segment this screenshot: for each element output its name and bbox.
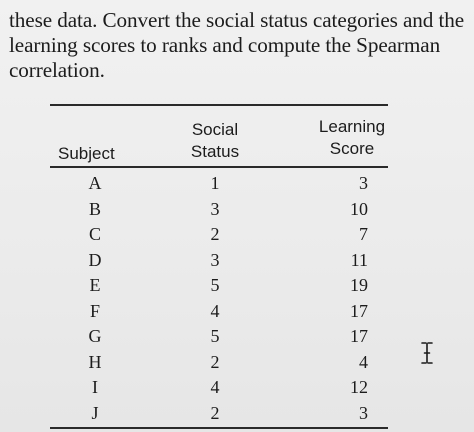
table-header-rule [50,166,388,168]
cell-subject: I [92,377,98,397]
table-row [50,170,388,196]
cell-social-status: 2 [210,224,220,244]
table-row [50,247,388,273]
cell-subject: E [89,275,101,295]
problem-text [9,8,469,83]
header-learning-line1: Learning [318,117,386,136]
cell-learning-score: 12 [350,377,368,397]
cell-social-status: 3 [210,198,220,219]
cell-learning-score: 3 [359,402,368,423]
cell-subject: H [88,351,102,372]
table-row [50,298,388,324]
cell-social-status: 2 [210,351,220,372]
problem-text-line: these data. Convert the social status categories and the [9,8,465,32]
cell-learning-score: 4 [359,351,368,372]
cell-learning-score: 17 [350,326,368,346]
header-learning-score [300,116,404,160]
table-row [50,349,388,375]
table-row [50,400,388,426]
cell-social-status: 3 [210,249,220,270]
cell-social-status: 1 [210,173,220,193]
table-row [50,221,388,247]
table-top-rule [50,104,388,106]
cell-subject: D [88,249,102,270]
cell-subject: A [88,173,102,193]
header-subject: Subject [58,144,115,163]
cell-learning-score: 17 [350,300,368,321]
cell-learning-score: 19 [350,275,368,295]
cell-subject: F [89,300,100,321]
cell-learning-score: 10 [350,198,368,219]
problem-text-line: correlation. [9,58,105,82]
problem-text-line: learning scores to ranks and compute the Spearman [9,33,441,57]
cell-learning-score: 3 [359,173,368,193]
cell-social-status: 2 [210,402,220,423]
cell-learning-score: 11 [350,249,368,270]
header-social-status [170,119,260,163]
cell-subject: G [88,326,102,346]
header-learning-line2: Score [329,139,375,158]
table-row [50,196,388,222]
text-cursor-icon [420,342,434,364]
table-row [50,374,388,400]
cell-subject: J [91,402,99,423]
table-row [50,272,388,298]
cell-social-status: 5 [210,275,220,295]
cell-social-status: 5 [210,326,220,346]
cell-social-status: 4 [210,377,220,397]
table-row [50,323,388,349]
cell-learning-score: 7 [359,224,368,244]
header-social-line1: Social [191,120,239,139]
cell-subject: C [88,224,101,244]
table-bottom-rule [50,427,388,429]
cell-subject: B [88,198,101,219]
header-social-line2: Status [190,142,240,161]
cell-social-status: 4 [210,300,220,321]
